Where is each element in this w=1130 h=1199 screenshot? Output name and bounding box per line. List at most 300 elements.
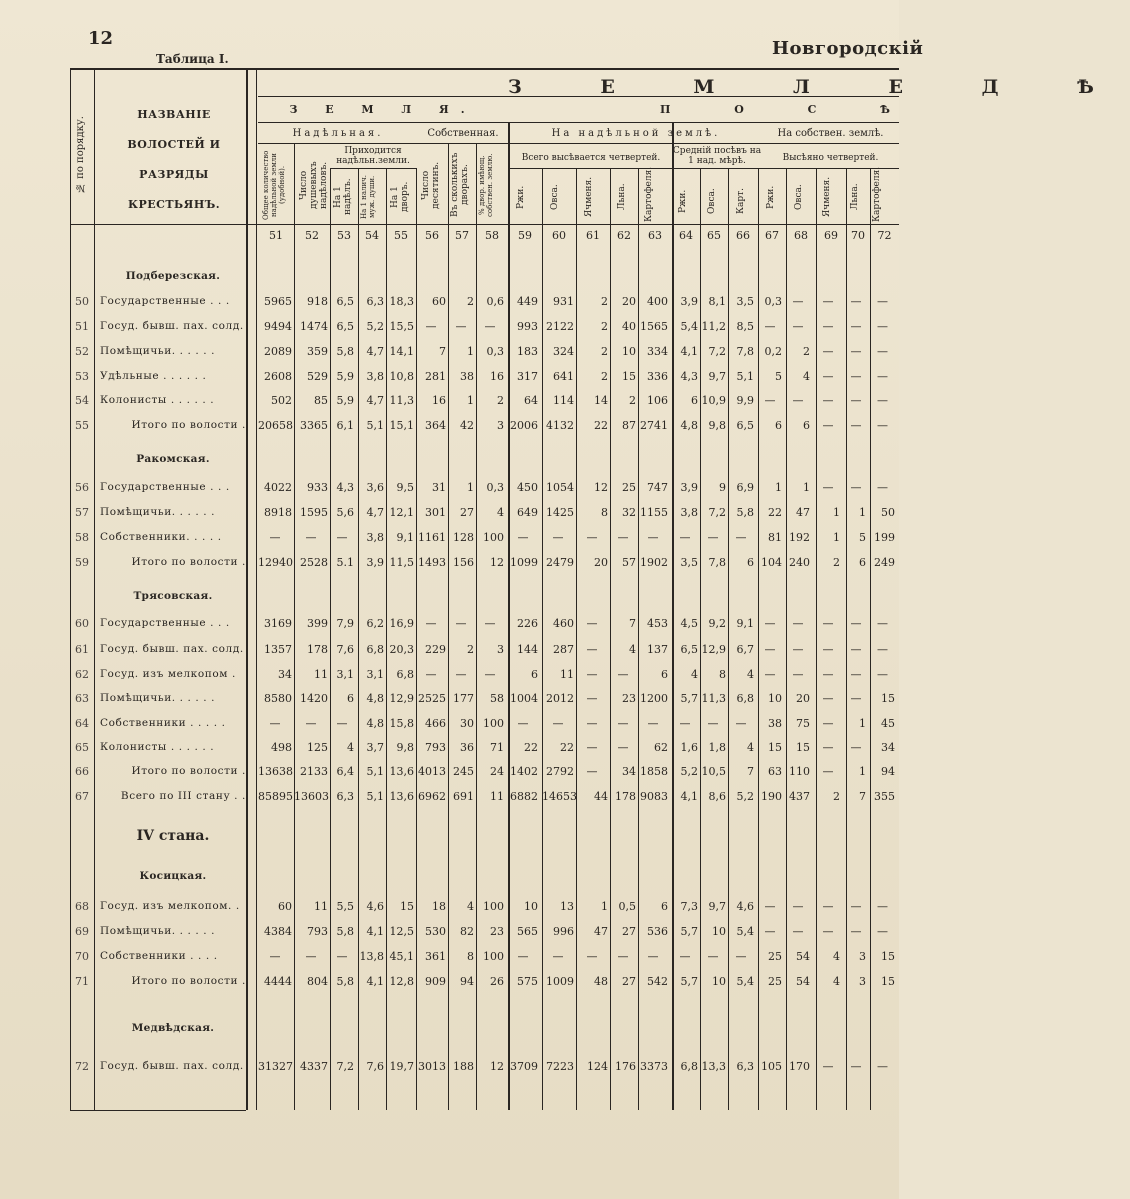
cell: 25 [768, 950, 782, 963]
cell: 3709 [510, 1060, 538, 1073]
cell: 24 [490, 765, 504, 778]
cell: — [822, 741, 834, 754]
cell: 1595 [300, 506, 328, 519]
column-number: 64 [679, 229, 693, 242]
cell: 4,8 [680, 419, 698, 432]
rule-vsego [510, 168, 899, 169]
header-zemlya: З Е М Л Я. [289, 103, 477, 116]
cell: 15 [881, 975, 895, 988]
cell: 6,5 [680, 643, 698, 656]
cell: — [764, 925, 776, 938]
section-title: Ракомская. [136, 453, 210, 465]
cell: 7 [629, 617, 636, 630]
cell: 1 [803, 481, 810, 494]
cell: 993 [517, 320, 538, 333]
table-row [0, 531, 899, 551]
column-number: 69 [824, 229, 838, 242]
column-number: 61 [586, 229, 600, 242]
cell: — [822, 765, 834, 778]
row-label: Итого по волости . [131, 975, 246, 987]
cell: 5,2 [366, 320, 384, 333]
cell: 4,6 [736, 900, 754, 913]
row-number: 65 [75, 741, 89, 754]
cell: 7 [859, 790, 866, 803]
cell: 437 [789, 790, 810, 803]
cell: — [850, 643, 862, 656]
table-row [0, 481, 899, 501]
cell: — [679, 717, 691, 730]
row-number: 71 [75, 975, 89, 988]
cell: 9,1 [736, 617, 754, 630]
cell: 8,1 [708, 295, 726, 308]
cell: 3,8 [366, 370, 384, 383]
cell: — [552, 950, 564, 963]
cell: 9,7 [708, 370, 726, 383]
cell: 996 [553, 925, 574, 938]
page-number: 12 [88, 28, 114, 49]
cell: — [617, 531, 629, 544]
cell: 6 [859, 556, 866, 569]
cell: 2479 [546, 556, 574, 569]
cell: 2741 [640, 419, 668, 432]
cell: — [735, 950, 747, 963]
cell: 641 [553, 370, 574, 383]
column-number: 52 [305, 229, 319, 242]
cell: 324 [553, 345, 574, 358]
cell: 7,8 [708, 556, 726, 569]
cell: 1,6 [680, 741, 698, 754]
column-number: 53 [337, 229, 351, 242]
row-number: 72 [75, 1060, 89, 1073]
cell: 81 [768, 531, 782, 544]
cell: 10,8 [389, 370, 414, 383]
cell: 7,6 [366, 1060, 384, 1073]
cell: 15,8 [389, 717, 414, 730]
cell: 94 [881, 765, 895, 778]
cell: 156 [453, 556, 474, 569]
cell: 12 [594, 481, 608, 494]
header-rzhi-3: Ржи. [766, 185, 776, 209]
cell: 2 [629, 394, 636, 407]
cell: — [586, 717, 598, 730]
cell: 334 [647, 345, 668, 358]
cell: — [877, 900, 888, 913]
table-row [0, 1060, 899, 1080]
cell: 82 [460, 925, 474, 938]
cell: 11,3 [389, 394, 414, 407]
cell: 0,6 [486, 295, 504, 308]
cell: 1858 [640, 765, 668, 778]
cell: 6 [691, 394, 698, 407]
cell: — [822, 370, 834, 383]
cell: 1402 [510, 765, 538, 778]
cell: — [484, 668, 496, 681]
cell: 2006 [510, 419, 538, 432]
cell: 1565 [640, 320, 668, 333]
cell: 183 [517, 345, 538, 358]
cell: 22 [768, 506, 782, 519]
cell: 7,2 [708, 506, 726, 519]
row-label: Удѣльные . . . . . . [100, 370, 207, 382]
cell: 177 [453, 692, 474, 705]
cell: 38 [768, 717, 782, 730]
cell: 4 [347, 741, 354, 754]
cell: 100 [483, 531, 504, 544]
cell: — [484, 320, 496, 333]
cell: 124 [587, 1060, 608, 1073]
cell: — [305, 531, 317, 544]
header-vsego-vyseva: Всего высѣвается четвертей. [521, 153, 661, 163]
cell: — [764, 617, 776, 630]
cell: 12,1 [389, 506, 414, 519]
row-label: Колонисты . . . . . . [100, 741, 215, 753]
row-label: Госуд. изъ мелкопом. . [100, 900, 240, 912]
cell: 336 [647, 370, 668, 383]
cell: — [850, 295, 862, 308]
cell: — [850, 741, 862, 754]
cell: — [735, 717, 747, 730]
cell: 14653 [542, 790, 577, 803]
column-number: 58 [485, 229, 499, 242]
cell: — [764, 320, 776, 333]
table-row [0, 320, 899, 340]
cell: 649 [517, 506, 538, 519]
cell: 3013 [418, 1060, 446, 1073]
cell: 5,1 [366, 419, 384, 432]
cell: 5,8 [736, 506, 754, 519]
cell: 0,5 [618, 900, 636, 913]
cell: — [617, 741, 629, 754]
cell: — [877, 1060, 888, 1073]
cell: 22 [524, 741, 538, 754]
cell: 13,6 [389, 765, 414, 778]
cell: — [822, 394, 834, 407]
column-number: 59 [518, 229, 532, 242]
cell: 4337 [300, 1060, 328, 1073]
cell: 13,6 [389, 790, 414, 803]
cell: 1099 [510, 556, 538, 569]
cell: 2012 [546, 692, 574, 705]
cell: 7,8 [736, 345, 754, 358]
header-vyseyano: Высѣяно четвертей. [782, 153, 879, 163]
cell: 1 [601, 900, 608, 913]
header-c55: На 1 дворъ. [390, 181, 410, 213]
table-row [0, 643, 899, 663]
cell: 530 [425, 925, 446, 938]
cell: 8580 [264, 692, 292, 705]
row-label: Госуд. бывш. пах. солд. [100, 1060, 244, 1072]
cell: 249 [874, 556, 895, 569]
cell: — [586, 668, 598, 681]
header-yachmenya-1: Ячменя. [584, 176, 594, 218]
cell: 3 [859, 975, 866, 988]
cell: 6,1 [336, 419, 354, 432]
cell: 20 [594, 556, 608, 569]
column-number: 62 [617, 229, 631, 242]
cell: 1 [833, 531, 840, 544]
cell: 6,9 [736, 481, 754, 494]
cell: 575 [517, 975, 538, 988]
cell: 9 [719, 481, 726, 494]
cell: 3,8 [366, 531, 384, 544]
cell: 4 [747, 668, 754, 681]
cell: 31327 [258, 1060, 293, 1073]
row-number: 68 [75, 900, 89, 913]
cell: — [792, 925, 804, 938]
cell: 7,2 [708, 345, 726, 358]
table-top-border [70, 68, 899, 70]
cell: 1,8 [708, 741, 726, 754]
cell: 6 [661, 668, 668, 681]
cell: — [647, 950, 659, 963]
cell: 6,5 [336, 320, 354, 333]
cell: 502 [271, 394, 292, 407]
header-kartofelya-1: Картофеля. [644, 166, 654, 222]
cell: 6 [775, 419, 782, 432]
cell: 12 [490, 1060, 504, 1073]
cell: 54 [796, 950, 810, 963]
cell: 192 [789, 531, 810, 544]
cell: 13,3 [701, 1060, 726, 1073]
column-number: 65 [707, 229, 721, 242]
cell: 199 [874, 531, 895, 544]
cell: — [877, 481, 888, 494]
cell: 44 [594, 790, 608, 803]
cell: 9,8 [396, 741, 414, 754]
cell: 15,5 [389, 320, 414, 333]
cell: 226 [517, 617, 538, 630]
cell: 8 [601, 506, 608, 519]
cell: — [305, 717, 317, 730]
cell: 27 [622, 975, 636, 988]
cell: 8,6 [708, 790, 726, 803]
cell: 13603 [294, 790, 329, 803]
column-number: 72 [877, 229, 892, 242]
cell: 20 [796, 692, 810, 705]
cell: 13,8 [359, 950, 384, 963]
cell: 3,6 [366, 481, 384, 494]
cell: 7 [747, 765, 754, 778]
cell: 60 [278, 900, 292, 913]
cell: 87 [622, 419, 636, 432]
cell: 62 [654, 741, 668, 754]
cell: 4,7 [366, 345, 384, 358]
cell: — [822, 295, 834, 308]
row-number: 60 [75, 617, 89, 630]
cell: 1 [859, 717, 866, 730]
cell: 400 [647, 295, 668, 308]
row-number: 67 [75, 790, 89, 803]
cell: 27 [622, 925, 636, 938]
cell: 9,1 [396, 531, 414, 544]
cell: 1 [467, 481, 474, 494]
cell: 4,3 [336, 481, 354, 494]
cell: 190 [761, 790, 782, 803]
cell: 4,3 [680, 370, 698, 383]
section-title: Медвѣдская. [131, 1022, 215, 1034]
row-label: Колонисты . . . . . . [100, 394, 215, 406]
cell: 10 [768, 692, 782, 705]
cell: 301 [425, 506, 446, 519]
cell: 6,4 [336, 765, 354, 778]
cell: — [517, 531, 529, 544]
cell: — [617, 950, 629, 963]
header-rzhi-2: Ржи. [678, 189, 688, 213]
cell: 64 [524, 394, 538, 407]
cell: 100 [483, 717, 504, 730]
cell: — [455, 617, 467, 630]
cell: 4132 [546, 419, 574, 432]
cell: 4,1 [366, 975, 384, 988]
cell: 36 [460, 741, 474, 754]
cell: 565 [517, 925, 538, 938]
cell: — [877, 617, 888, 630]
cell: 4,1 [680, 345, 698, 358]
row-label: Помѣщичьи. . . . . . [100, 345, 216, 357]
cell: 6,8 [736, 692, 754, 705]
cell: 6,7 [736, 643, 754, 656]
cell: 125 [307, 741, 328, 754]
cell: 4,1 [680, 790, 698, 803]
cell: 3,5 [680, 556, 698, 569]
cell: 47 [796, 506, 810, 519]
cell: 4 [691, 668, 698, 681]
table-row [0, 717, 899, 737]
cell: 42 [460, 419, 474, 432]
cell: 47 [594, 925, 608, 938]
cell: 3,9 [366, 556, 384, 569]
cell: — [822, 643, 834, 656]
cell: 8918 [264, 506, 292, 519]
cell: 15,1 [389, 419, 414, 432]
cell: 4,8 [366, 692, 384, 705]
cell: 2 [833, 790, 840, 803]
column-number: 68 [794, 229, 808, 242]
table-row [0, 419, 899, 439]
table-row [0, 370, 899, 390]
cell: 18,3 [389, 295, 414, 308]
cell: — [792, 320, 804, 333]
cell: 176 [615, 1060, 636, 1073]
cell: — [735, 531, 747, 544]
cell: 9494 [264, 320, 292, 333]
cell: 16 [432, 394, 446, 407]
cell: 20 [622, 295, 636, 308]
cell: — [822, 419, 834, 432]
cell: 188 [453, 1060, 474, 1073]
cell: 5,2 [680, 765, 698, 778]
cell: 2 [467, 643, 474, 656]
cell: 4,6 [366, 900, 384, 913]
cell: — [269, 717, 281, 730]
cell: 4 [803, 370, 810, 383]
row-label: Госуд. бывш. пах. солд. [100, 320, 244, 332]
cell: 16 [490, 370, 504, 383]
cell: 25 [768, 975, 782, 988]
cell: — [850, 668, 862, 681]
cell: 5,4 [680, 320, 698, 333]
row-label: Помѣщичьи. . . . . . [100, 692, 216, 704]
rule-prikhoditsya [330, 168, 416, 169]
cell: 11 [490, 790, 504, 803]
cell: 3,7 [366, 741, 384, 754]
cell: — [552, 717, 564, 730]
cell: — [850, 481, 862, 494]
cell: 793 [425, 741, 446, 754]
cell: 85895 [258, 790, 293, 803]
cell: 12,9 [701, 643, 726, 656]
cell: 20,3 [389, 643, 414, 656]
cell: — [425, 320, 437, 333]
cell: 20658 [258, 419, 293, 432]
cell: 6 [747, 556, 754, 569]
cell: 4,7 [366, 506, 384, 519]
cell: 7,9 [336, 617, 354, 630]
cell: 110 [789, 765, 810, 778]
cell: 38 [460, 370, 474, 383]
cell: 4384 [264, 925, 292, 938]
cell: 747 [647, 481, 668, 494]
cell: — [764, 643, 776, 656]
cell: — [586, 643, 598, 656]
row-label: Помѣщичьи. . . . . . [100, 506, 216, 518]
cell: — [425, 617, 437, 630]
cell: 94 [460, 975, 474, 988]
row-number: 69 [75, 925, 89, 938]
cell: 2792 [546, 765, 574, 778]
cell: 5.1 [336, 556, 354, 569]
cell: — [792, 643, 804, 656]
cell: 0,3 [764, 295, 782, 308]
cell: — [707, 950, 719, 963]
cell: 4 [833, 975, 840, 988]
row-number: 57 [75, 506, 89, 519]
cell: 3,9 [680, 295, 698, 308]
column-number: 66 [736, 229, 750, 242]
table-row [0, 790, 899, 810]
cell: 2122 [546, 320, 574, 333]
cell: — [822, 668, 834, 681]
cell: 27 [460, 506, 474, 519]
cell: 287 [553, 643, 574, 656]
cell: 1155 [640, 506, 668, 519]
cell: 2608 [264, 370, 292, 383]
cell: — [822, 1060, 834, 1073]
cell: 16,9 [389, 617, 414, 630]
province-title: Новгородскій [772, 38, 924, 59]
cell: — [822, 692, 834, 705]
cell: 34 [622, 765, 636, 778]
cell: 7,2 [336, 1060, 354, 1073]
cell: 60 [432, 295, 446, 308]
cell: — [425, 668, 437, 681]
cell: — [586, 617, 598, 630]
cell: 364 [425, 419, 446, 432]
cell: 13 [560, 900, 574, 913]
header-sredniy: Средній посѣвъ на 1 над. мѣрѣ. [672, 146, 762, 166]
row-label: Итого по волости . [131, 556, 246, 568]
cell: 1420 [300, 692, 328, 705]
cell: 5,1 [736, 370, 754, 383]
cell: — [679, 531, 691, 544]
cell: — [877, 320, 888, 333]
cell: — [877, 394, 888, 407]
cell: — [822, 481, 834, 494]
cell: — [517, 717, 529, 730]
row-label: Государственные . . . [100, 617, 230, 629]
row-label: Собственники . . . . [100, 950, 218, 962]
cell: 178 [307, 643, 328, 656]
